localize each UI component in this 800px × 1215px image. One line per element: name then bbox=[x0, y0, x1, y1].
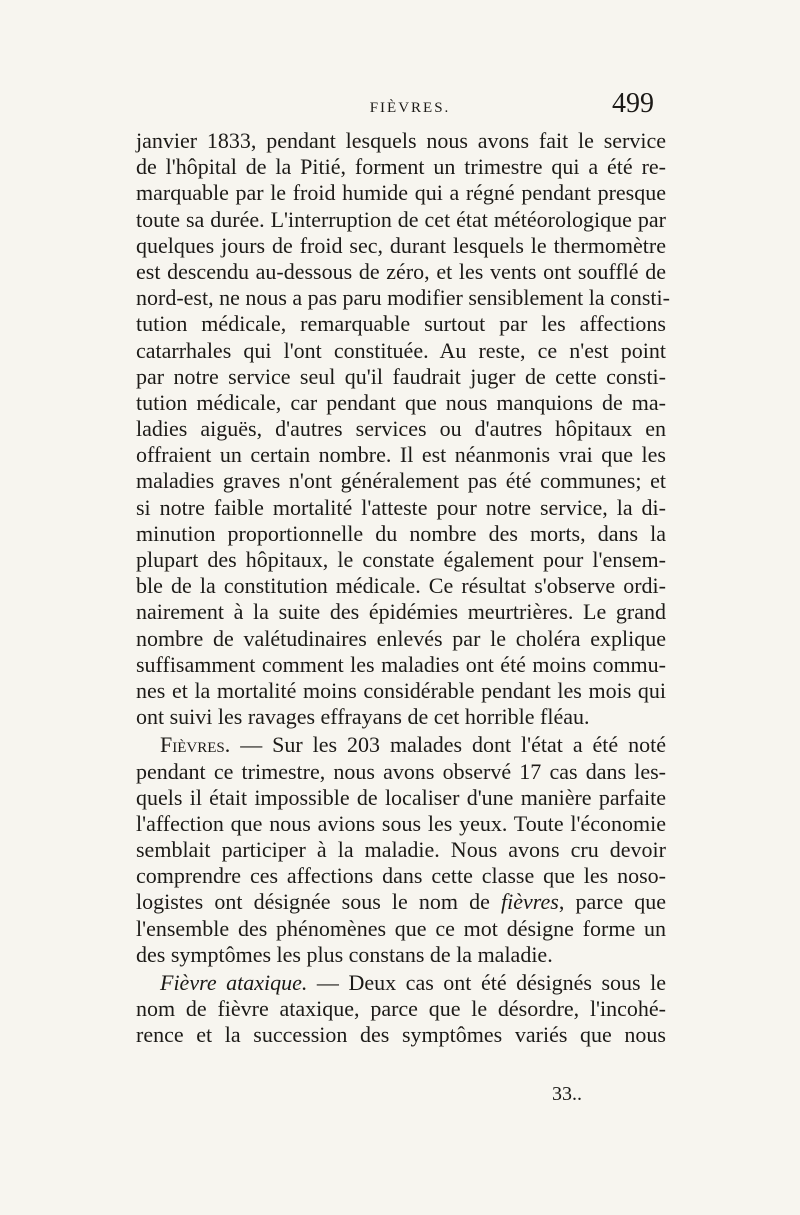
text-line: l'affection que nous avions sous les yeux. Toute l'économie bbox=[136, 810, 666, 836]
section-heading-fievres: Fièvres. bbox=[160, 732, 231, 758]
text-line: marquable par le froid humide qui a régné pendant presque bbox=[136, 180, 666, 206]
text-line: ont suivi les ravages effrayans de cet horrible fléau. bbox=[136, 704, 590, 730]
text-line: quels il était impossible de localiser d'une manière parfaite bbox=[136, 784, 666, 810]
text-line: tution médicale, car pendant que nous manquions de ma- bbox=[136, 389, 666, 415]
text-line bbox=[136, 889, 666, 915]
text-line: toute sa durée. L'interruption de cet état météorologique par bbox=[136, 206, 666, 232]
text-line: est descendu au-dessous de zéro, et les vents ont soufflé de bbox=[136, 258, 666, 284]
text-line: nombre de valétudinaires enlevés par le choléra explique bbox=[136, 625, 666, 651]
text-line bbox=[136, 732, 666, 758]
text-line: nom de fièvre ataxique, parce que le désordre, l'incohé- bbox=[136, 996, 666, 1022]
text-line: de l'hôpital de la Pitié, forment un trimestre qui a été re- bbox=[136, 154, 666, 180]
text-line: nes et la mortalité moins considérable pendant les mois qui bbox=[136, 677, 666, 703]
paragraph-1 bbox=[136, 128, 670, 730]
running-title: FIÈVRES. bbox=[369, 100, 451, 116]
text-fragment: , parce que bbox=[558, 889, 667, 915]
text-fragment: — Sur les 203 malades dont l'état a été noté bbox=[230, 732, 666, 758]
text-line bbox=[136, 970, 666, 996]
text-fragment: logistes ont désignée sous le nom de bbox=[136, 889, 490, 915]
text-line: janvier 1833, pendant lesquels nous avons fait le service bbox=[136, 128, 666, 153]
text-line: nord-est, ne nous a pas paru modifier sensiblement la consti- bbox=[136, 285, 670, 311]
text-fragment: — Deux cas ont été désignés sous le bbox=[307, 970, 666, 995]
text-line: ladies aiguës, d'autres services ou d'autres hôpitaux en bbox=[136, 416, 666, 442]
paragraph-fievres bbox=[136, 732, 666, 968]
text-line: l'ensemble des phénomènes que ce mot désigne forme un bbox=[136, 915, 666, 941]
text-line: nairement à la suite des épidémies meurtrières. Le grand bbox=[136, 599, 666, 625]
signature-mark: 33.. bbox=[552, 1083, 582, 1105]
text-line: par notre service seul qu'il faudrait juger de cette consti- bbox=[136, 363, 666, 389]
text-line: catarrhales qui l'ont constituée. Au reste, ce n'est point bbox=[136, 337, 666, 363]
body-text bbox=[136, 128, 670, 1049]
text-line: suffisamment comment les maladies ont été moins commu- bbox=[136, 651, 666, 677]
text-line: des symptômes les plus constans de la maladie. bbox=[136, 941, 553, 967]
text-line: quelques jours de froid sec, durant lesquels le thermomètre bbox=[136, 232, 666, 258]
text-line: si notre faible mortalité l'atteste pour notre service, la di- bbox=[136, 494, 666, 520]
page-number: 499 bbox=[612, 88, 654, 119]
italic-term: fièvres bbox=[501, 889, 559, 915]
text-line: rence et la succession des symptômes variés que nous bbox=[136, 1022, 666, 1048]
section-heading-fievre-ataxique: Fièvre ataxique. bbox=[160, 970, 308, 995]
text-line: semblait participer à la maladie. Nous avons cru devoir bbox=[136, 837, 666, 863]
text-line: plupart des hôpitaux, le constate également pour l'ensem- bbox=[136, 547, 666, 572]
text-line: ble de la constitution médicale. Ce résultat s'observe ordi- bbox=[136, 573, 666, 599]
text-line: comprendre ces affections dans cette classe que les noso- bbox=[136, 863, 666, 889]
text-line: minution proportionnelle du nombre des morts, dans la bbox=[136, 520, 666, 546]
text-line: offraient un certain nombre. Il est néanmonis vrai que les bbox=[136, 442, 666, 468]
text-line: tution médicale, remarquable surtout par les affections bbox=[136, 311, 666, 337]
text-line: maladies graves n'ont généralement pas été communes; et bbox=[136, 468, 666, 494]
running-head bbox=[0, 88, 800, 128]
paragraph-fievre-ataxique bbox=[136, 970, 666, 1049]
text-line: pendant ce trimestre, nous avons observé 17 cas dans les- bbox=[136, 758, 666, 784]
